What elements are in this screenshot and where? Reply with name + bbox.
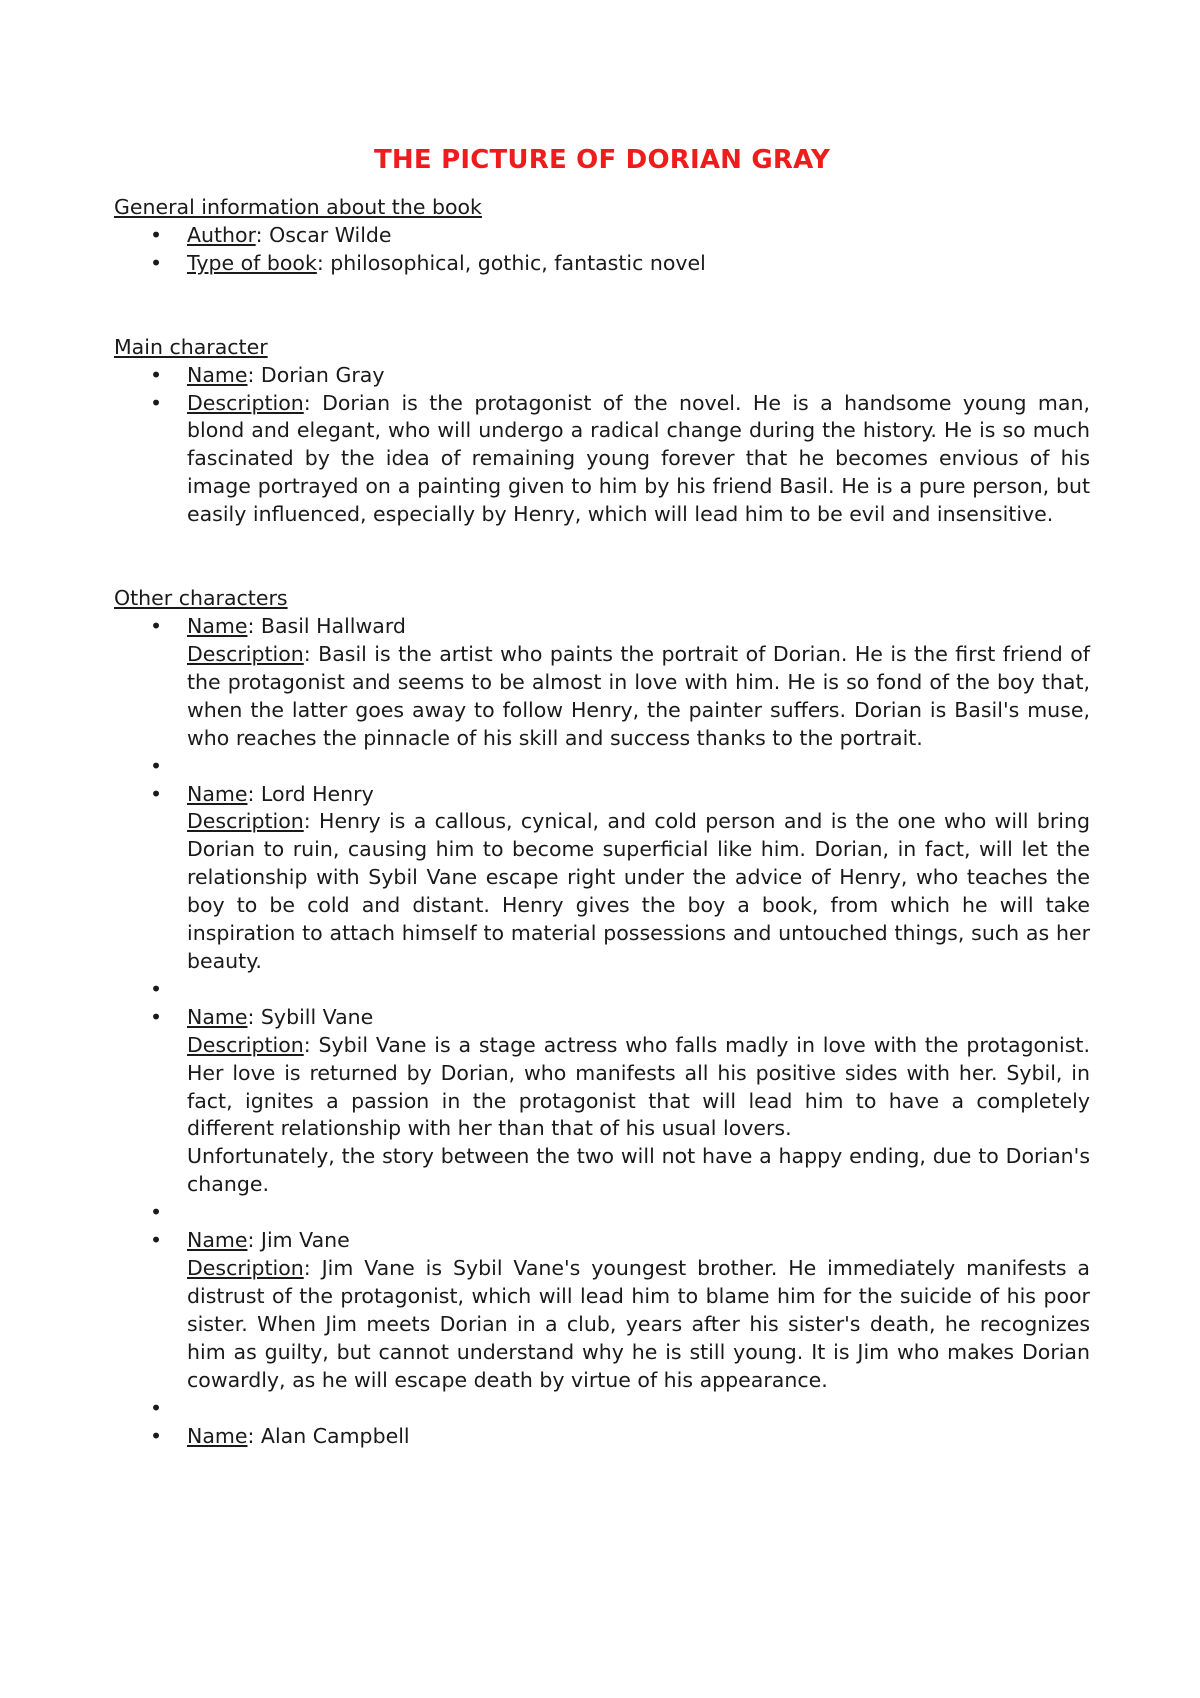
description-label: Description bbox=[187, 390, 304, 415]
name-label: Name bbox=[187, 362, 248, 387]
name-label: Name bbox=[187, 1423, 248, 1448]
character-item-basil: • Name: Basil Hallward Description: Basil is the artist who paints the portrait of Dorian. He is the first friend of the protagonist and seems to be almost in love with him. He is so fond of the boy that, when the latter goes away to follow Henry, the painter suffers. Dorian is Basil's muse, who reaches the pinnacle of his skill and success thanks to the portrait. bbox=[114, 613, 1090, 753]
name-label: Name bbox=[187, 613, 248, 638]
main-description-value: Dorian is the protagonist of the novel. He is a handsome young man, blond and elegant, who will undergo a radical change during the history. He is so much fascinated by the idea of remaining young forever that he becomes envious of his image portrayed on a painting given to him by his friend Basil. He is a pure person, but easily influenced, especially by Henry, which will lead him to be evil and insensitive. bbox=[187, 390, 1090, 527]
description-label: Description bbox=[187, 1032, 304, 1057]
other-characters-heading: Other characters bbox=[114, 586, 288, 611]
name-label: Name bbox=[187, 1228, 248, 1253]
document-page bbox=[114, 140, 1090, 1451]
general-info-heading: General information about the book bbox=[114, 195, 482, 219]
main-name-value: Dorian Gray bbox=[260, 362, 385, 387]
document-title: THE PICTURE OF DORIAN GRAY bbox=[373, 145, 831, 175]
spacer bbox=[114, 278, 1090, 334]
name-label: Name bbox=[187, 1004, 248, 1029]
general-info-list bbox=[114, 222, 1090, 278]
description-label: Description bbox=[187, 641, 304, 666]
character-name: Alan Campbell bbox=[260, 1423, 410, 1448]
other-characters-list bbox=[114, 613, 1090, 1451]
list-item-main-name: • Name: Dorian Gray bbox=[114, 362, 1090, 390]
list-item-author: • Author: Oscar Wilde bbox=[114, 222, 1090, 250]
character-description: Henry is a callous, cynical, and cold person and is the one who will bring Dorian to ruin, causing him to become superficial like him. Dorian, in fact, will let the relationship with Sybil Vane escape right under the advice of Henry, who teaches the boy to be cold and distant. Henry gives the boy a book, from which he will take inspiration to attach himself to material possessions and untouched things, such as her beauty. bbox=[187, 809, 1090, 973]
description-label: Description bbox=[187, 1256, 304, 1281]
character-description: Jim Vane is Sybil Vane's youngest brother. He immediately manifests a distrust of the protagonist, which will lead him to blame him for the suicide of his poor sister. When Jim meets Dorian in a club, years after his sister's death, he recognizes him as guilty, but cannot understand why he is still young. It is Jim who makes Dorian cowardly, as he will escape death by virtue of his appearance. bbox=[187, 1256, 1090, 1392]
description-label: Description bbox=[187, 809, 304, 834]
list-item-main-description: • Description: Dorian is the protagonist of the novel. He is a handsome young man, blond and elegant, who will undergo a radical change during the history. He is so much fascinated by the idea of remaining young forever that he becomes envious of his image portrayed on a painting given to him by his friend Basil. He is a pure person, but easily influenced, especially by Henry, which will lead him to be evil and insensitive. bbox=[114, 390, 1090, 530]
spacer bbox=[114, 1395, 1090, 1423]
name-label: Name bbox=[187, 781, 248, 806]
character-description-continued: Unfortunately, the story between the two will not have a happy ending, due to Dorian's change. bbox=[187, 1144, 1090, 1197]
spacer bbox=[114, 529, 1090, 585]
character-description: Basil is the artist who paints the portrait of Dorian. He is the first friend of the protagonist and seems to be almost in love with him. He is so fond of the boy that, when the latter goes away to follow Henry, the painter suffers. Dorian is Basil's muse, who reaches the pinnacle of his skill and success thanks to the portrait. bbox=[187, 641, 1090, 750]
type-label: Type of book bbox=[187, 250, 317, 275]
character-description: Sybil Vane is a stage actress who falls madly in love with the protagonist. Her love is returned by Dorian, who manifests all his positive sides with her. Sybil, in fact, ignites a passion in the protagonist that will lead him to have a completely different relationship with her than that of his usual lovers. bbox=[187, 1032, 1090, 1141]
character-name: Sybill Vane bbox=[260, 1004, 374, 1029]
author-value: Oscar Wilde bbox=[269, 222, 392, 247]
character-name: Jim Vane bbox=[260, 1228, 350, 1253]
character-item-jim: • Name: Jim Vane Description: Jim Vane is Sybil Vane's youngest brother. He immediately manifests a distrust of the protagonist, which will lead him to blame him for the suicide of his poor sister. When Jim meets Dorian in a club, years after his sister's death, he recognizes him as guilty, but cannot understand why he is still young. It is Jim who makes Dorian cowardly, as he will escape death by virtue of his appearance. bbox=[114, 1227, 1090, 1394]
spacer bbox=[114, 976, 1090, 1004]
main-character-heading: Main character bbox=[114, 334, 268, 359]
list-item-type: • Type of book: philosophical, gothic, fantastic novel bbox=[114, 250, 1090, 278]
type-value: philosophical, gothic, fantastic novel bbox=[330, 250, 706, 275]
character-item-henry: • Name: Lord Henry Description: Henry is a callous, cynical, and cold person and is the one who will bring Dorian to ruin, causing him to become superficial like him. Dorian, in fact, will let the relationship with Sybil Vane escape right under the advice of Henry, who teaches the boy to be cold and distant. Henry gives the boy a book, from which he will take inspiration to attach himself to material possessions and untouched things, such as her beauty. bbox=[114, 781, 1090, 976]
author-label: Author bbox=[187, 222, 256, 247]
main-character-list bbox=[114, 362, 1090, 529]
character-name: Lord Henry bbox=[260, 781, 374, 806]
character-name: Basil Hallward bbox=[260, 613, 406, 638]
character-item-sybill: • Name: Sybill Vane Description: Sybil Vane is a stage actress who falls madly in love with the protagonist. Her love is returned by Dorian, who manifests all his positive sides with her. Sybil, in fact, ignites a passion in the protagonist that will lead him to have a completely different relationship with her than that of his usual lovers. Unfortunately, the story between the two will not have a happy ending, due to Dorian's change. bbox=[114, 1004, 1090, 1199]
character-item-alan: • Name: Alan Campbell bbox=[114, 1423, 1090, 1451]
spacer bbox=[114, 1199, 1090, 1227]
spacer bbox=[114, 753, 1090, 781]
